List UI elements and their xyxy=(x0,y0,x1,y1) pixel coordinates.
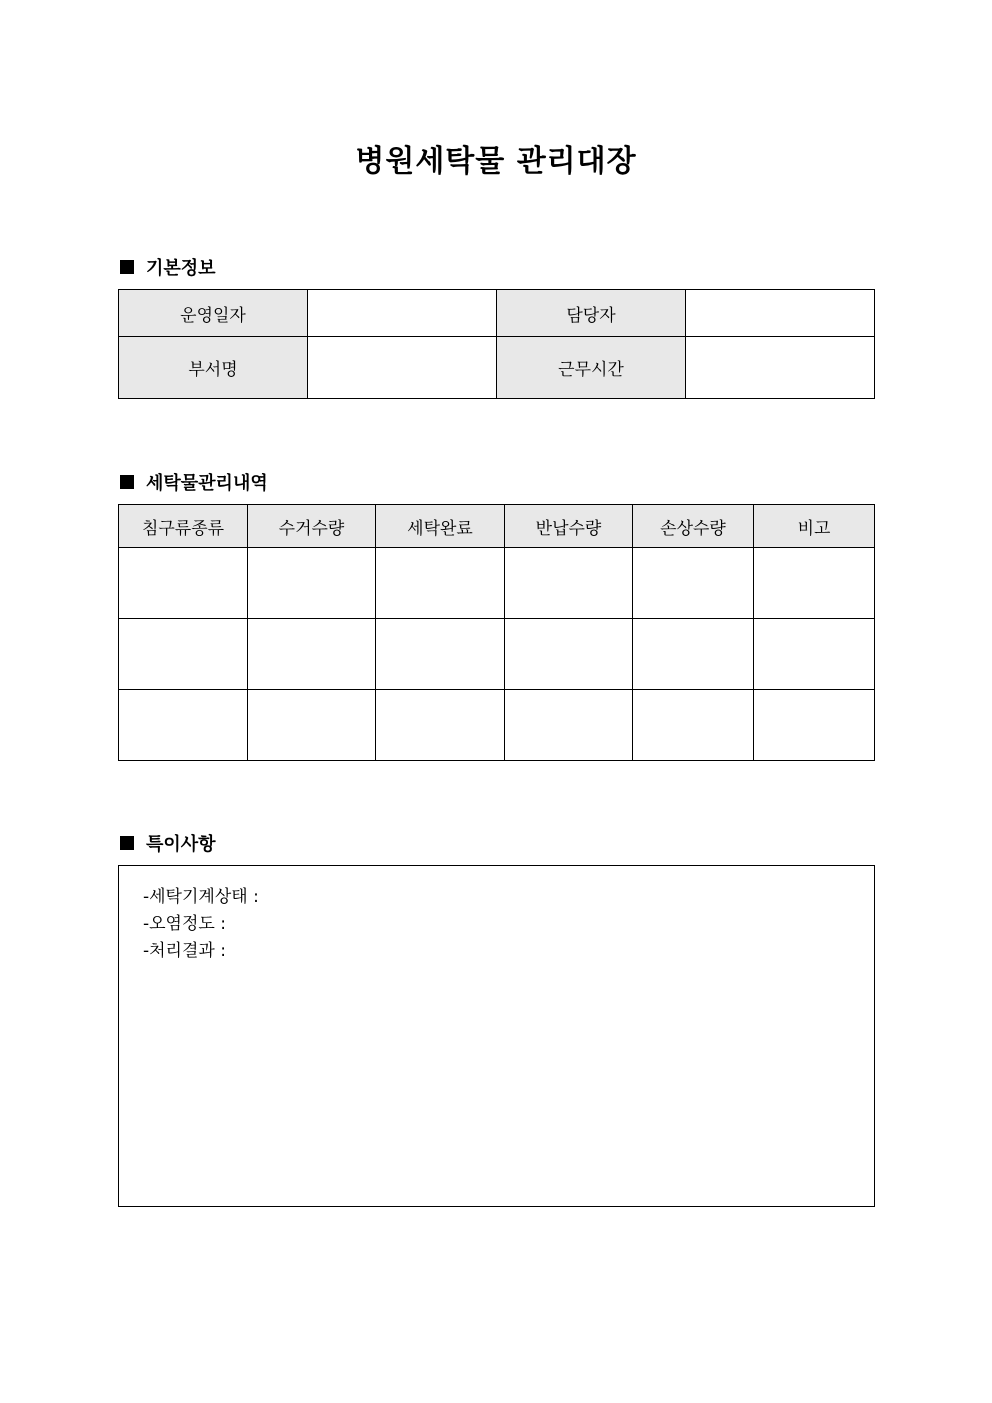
department-field[interactable] xyxy=(308,337,497,399)
section-heading-label: 기본정보 xyxy=(146,258,216,279)
table-cell[interactable] xyxy=(754,619,875,690)
section-heading-laundry xyxy=(120,469,268,495)
table-row xyxy=(119,290,875,337)
table-row xyxy=(119,690,875,761)
work-hours-field[interactable] xyxy=(686,337,875,399)
section-heading-basic-info xyxy=(120,254,216,280)
table-cell[interactable] xyxy=(248,548,376,619)
table-cell[interactable] xyxy=(248,619,376,690)
section-heading-label: 특이사항 xyxy=(146,834,216,855)
table-cell[interactable] xyxy=(633,548,754,619)
table-cell[interactable] xyxy=(505,619,633,690)
label-cell: 운영일자 xyxy=(119,290,308,337)
column-header: 세탁완료 xyxy=(376,505,505,548)
table-cell[interactable] xyxy=(119,548,248,619)
column-header: 수거수량 xyxy=(248,505,376,548)
table-row xyxy=(119,548,875,619)
table-cell[interactable] xyxy=(505,690,633,761)
column-header: 반납수량 xyxy=(505,505,633,548)
laundry-table xyxy=(118,504,875,761)
note-line-contamination: -오염정도 : xyxy=(143,914,226,934)
table-cell[interactable] xyxy=(376,619,505,690)
table-cell[interactable] xyxy=(754,548,875,619)
notes-box[interactable] xyxy=(118,865,875,1207)
table-cell[interactable] xyxy=(754,690,875,761)
note-line-result: -처리결과 : xyxy=(143,941,226,961)
table-cell[interactable] xyxy=(376,690,505,761)
section-heading-notes xyxy=(120,830,216,856)
table-cell[interactable] xyxy=(248,690,376,761)
black-square-icon xyxy=(120,260,134,274)
note-line-machine-status: -세탁기계상태 : xyxy=(143,887,259,907)
page-title: 병원세탁물 관리대장 xyxy=(355,144,637,179)
table-cell[interactable] xyxy=(119,690,248,761)
basic-info-table xyxy=(118,289,875,399)
black-square-icon xyxy=(120,475,134,489)
label-cell: 담당자 xyxy=(497,290,686,337)
table-cell[interactable] xyxy=(119,619,248,690)
table-cell[interactable] xyxy=(633,619,754,690)
table-header-row xyxy=(119,505,875,548)
table-cell[interactable] xyxy=(376,548,505,619)
black-square-icon xyxy=(120,836,134,850)
table-cell[interactable] xyxy=(505,548,633,619)
table-cell[interactable] xyxy=(633,690,754,761)
label-cell: 부서명 xyxy=(119,337,308,399)
table-row xyxy=(119,619,875,690)
column-header: 손상수량 xyxy=(633,505,754,548)
column-header: 비고 xyxy=(754,505,875,548)
table-row xyxy=(119,337,875,399)
label-cell: 근무시간 xyxy=(497,337,686,399)
section-heading-label: 세탁물관리내역 xyxy=(146,473,268,494)
manager-field[interactable] xyxy=(686,290,875,337)
operating-date-field[interactable] xyxy=(308,290,497,337)
column-header: 침구류종류 xyxy=(119,505,248,548)
